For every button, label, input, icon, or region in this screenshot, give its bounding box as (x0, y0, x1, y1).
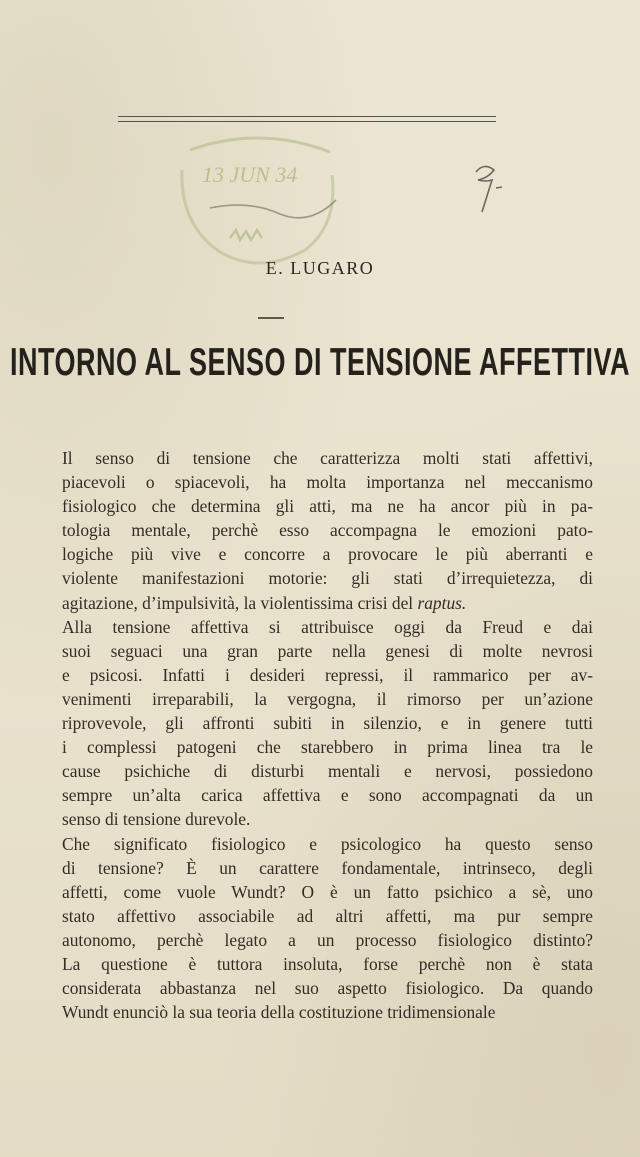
body-line: i complessi patogeni che starebbero in prima linea tra le (62, 737, 593, 758)
article-title: INTORNO AL SENSO DI TENSIONE AFFETTIVA (9, 340, 631, 384)
body-line: di tensione? È un carattere fondamentale, intrinseco, degli (62, 857, 593, 878)
stamp-graphic (160, 130, 360, 275)
library-stamp (160, 130, 360, 275)
stamp-date-text: 13 JUN 34 (202, 162, 298, 187)
pencil-annotation (470, 158, 510, 218)
body-line: sempre un’alta carica affettiva e sono accompagnati da un (62, 785, 593, 806)
body-line-raptus (62, 591, 593, 615)
body-line: venimenti irreparabili, la vergogna, il rimorso per un’azione (62, 688, 593, 709)
body-line: e psicosi. Infatti i desideri repressi, il rammarico per av- (62, 664, 593, 685)
body-line: considerata abbastanza nel suo aspetto fisiologico. Da quando (62, 978, 593, 999)
body-line: riprovevole, gli affronti subiti in silenzio, e in genere tutti (62, 713, 593, 734)
separator-rule (258, 317, 284, 319)
body-line: fisiologico che determina gli atti, ma ne ha ancor più in pa- (62, 496, 593, 517)
body-line: senso di tensione durevole. (62, 809, 251, 830)
body-line: affetti, come vuole Wundt? O è un fatto psichico a sè, uno (62, 881, 593, 902)
raptus-word: raptus. (417, 592, 467, 613)
pencil-mark (470, 158, 510, 218)
body-line: logiche più vive e concorre a provocare le più aberranti e (62, 544, 593, 565)
body-line: cause psichiche di disturbi mentali e nervosi, possiedono (62, 761, 593, 782)
author-name: E. LUGARO (265, 258, 375, 278)
body-line: piacevoli o spiacevoli, ha molta importanza nel meccanismo (62, 472, 593, 493)
body-line: Wundt enunciò la sua teoria della costituzione tridimensionale (62, 1002, 496, 1023)
body-line: violente manifestazioni motorie: gli stati d’irrequietezza, di (62, 568, 593, 589)
body-text (62, 446, 593, 1024)
body-line: tologia mentale, perchè esso accompagna le emozioni pato- (62, 520, 593, 541)
body-line: autonomo, perchè legato a un processo fisiologico distinto? (62, 929, 593, 950)
header-double-rule (118, 116, 496, 122)
body-line: La questione è tuttora insoluta, forse perchè non è stata (62, 953, 593, 974)
body-line: suoi seguaci una gran parte nella genesi di molte nevrosi (62, 640, 593, 661)
body-line: Che significato fisiologico e psicologico ha questo senso (62, 833, 593, 854)
body-line: agitazione, d’impulsività, la violentissima crisi del (62, 592, 418, 613)
body-line: Alla tensione affettiva si attribuisce oggi da Freud e dai (62, 616, 593, 637)
body-line: Il senso di tensione che caratterizza molti stati affettivi, (62, 448, 593, 468)
body-line: stato affettivo associabile ad altri affetti, ma pur sempre (62, 905, 593, 926)
